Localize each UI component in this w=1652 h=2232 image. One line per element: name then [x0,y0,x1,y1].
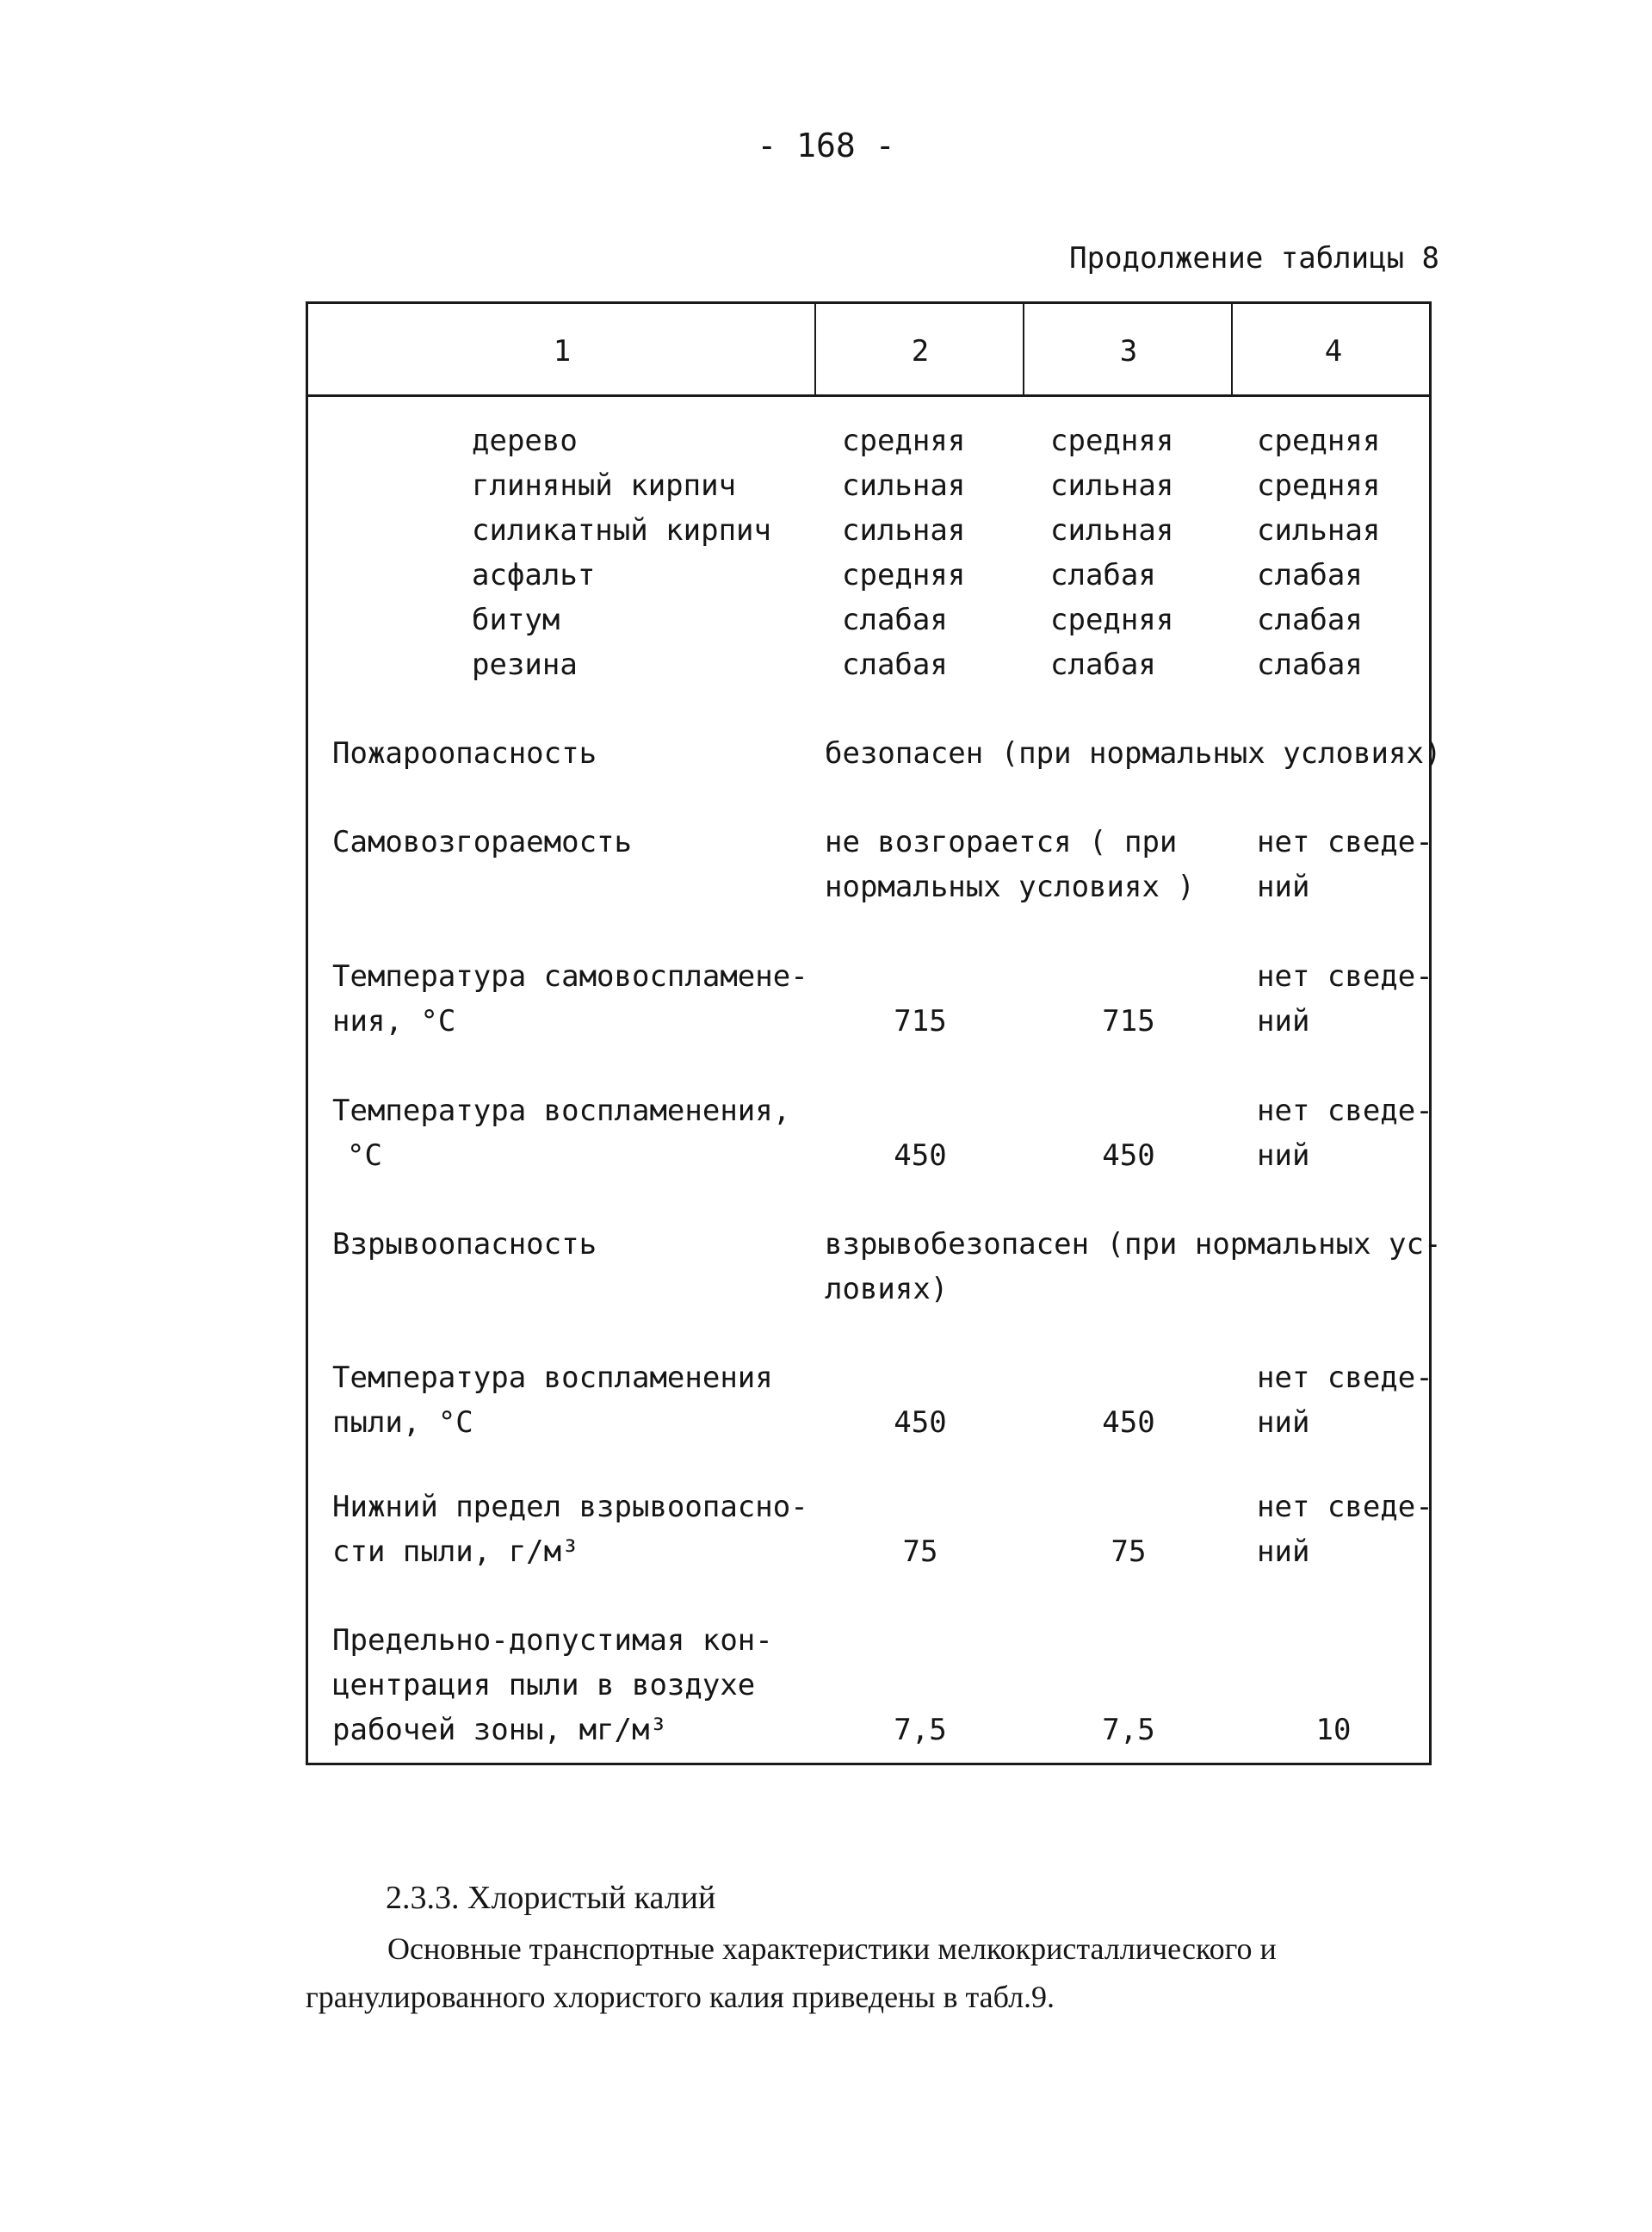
table-cell: ний [1257,1534,1310,1569]
table-cell: средняя [842,558,966,592]
body-paragraph [306,1925,1433,2021]
property-label: сти пыли, г/м³ [332,1534,579,1569]
column-header-4: 4 [1324,334,1343,369]
property-label: Самовозгораемость [332,825,632,859]
page-number: - 168 - [757,127,895,164]
table-cell: нет сведе- [1257,959,1433,994]
table-cell: слабая [842,603,948,637]
properties-table [306,301,1442,1765]
property-label: Взрывоопасность [332,1227,597,1262]
property-label: Нижний предел взрывоопасно- [332,1490,808,1524]
table-caption: Продолжение таблицы 8 [1069,241,1439,276]
merged-value: нормальных условиях ) [825,870,1195,904]
table-cell: средняя [842,424,966,458]
merged-value: не возгорается ( при [825,825,1178,859]
column-header-1: 1 [553,334,572,369]
merged-value: ловиях) [825,1272,949,1306]
table-cell: средняя [1257,468,1381,503]
table-cell: нет сведе- [1257,1490,1433,1524]
table-cell: 450 [1102,1405,1155,1440]
material-name: резина [472,648,578,682]
table-cell: 75 [902,1534,938,1569]
table-cell: 715 [894,1004,947,1038]
paragraph-line: гранулированного хлористого калия приведены в табл.9. [306,1980,1055,2014]
property-label: рабочей зоны, мг/м³ [332,1713,667,1747]
table-cell: нет сведе- [1257,825,1433,859]
table-cell: 10 [1315,1713,1352,1747]
table-cell: ний [1257,1004,1310,1038]
section-heading: 2.3.3. Хлористый калий [386,1880,716,1916]
property-label: ния, °С [332,1004,456,1038]
table-cell: слабая [1050,558,1156,592]
table-cell: 450 [1102,1138,1155,1173]
property-label: Пожароопасность [332,736,597,771]
column-header-2: 2 [911,334,930,369]
table-cell: 450 [894,1138,947,1173]
header-divider [308,394,1429,397]
table-cell: слабая [1257,648,1363,682]
table-cell: 715 [1102,1004,1155,1038]
property-label: центрация пыли в воздухе [332,1668,756,1702]
table-cell: средняя [1257,424,1381,458]
merged-value: взрывобезопасен (при нормальных ус- [825,1227,1442,1262]
material-name: битум [472,603,560,637]
property-label: пыли, °С [332,1405,473,1440]
merged-value: безопасен (при нормальных условиях) [825,736,1442,771]
table-cell: нет сведе- [1257,1361,1433,1395]
property-label: Температура самовоспламене- [332,959,808,994]
property-label: Предельно-допустимая кон- [332,1623,773,1658]
table-cell: сильная [842,513,966,548]
table-cell: слабая [1257,603,1363,637]
paragraph-line: Основные транспортные характеристики мелкокристаллического и [387,1931,1277,1966]
table-cell: 7,5 [894,1713,947,1747]
table-cell: сильная [1050,468,1174,503]
material-name: глиняный кирпич [472,468,737,503]
table-cell: сильная [842,468,966,503]
table-cell: ний [1257,1138,1310,1173]
column-header-3: 3 [1119,334,1138,369]
table-cell: средняя [1050,424,1174,458]
table-cell: сильная [1050,513,1174,548]
table-cell: ний [1257,870,1310,904]
table-cell: 7,5 [1102,1713,1155,1747]
property-label: °С [347,1138,382,1173]
property-label: Температура воспламенения [332,1361,773,1395]
table-cell: 450 [894,1405,947,1440]
table-cell: ний [1257,1405,1310,1440]
table-cell: сильная [1257,513,1381,548]
property-label: Температура воспламенения, [332,1094,791,1128]
table-cell: слабая [1050,648,1156,682]
material-name: силикатный кирпич [472,513,771,548]
table-cell: 75 [1111,1534,1147,1569]
material-name: асфальт [472,558,596,592]
table-cell: нет сведе- [1257,1094,1433,1128]
table-cell: слабая [1257,558,1363,592]
material-name: дерево [472,424,578,458]
table-cell: средняя [1050,603,1174,637]
table-cell: слабая [842,648,948,682]
